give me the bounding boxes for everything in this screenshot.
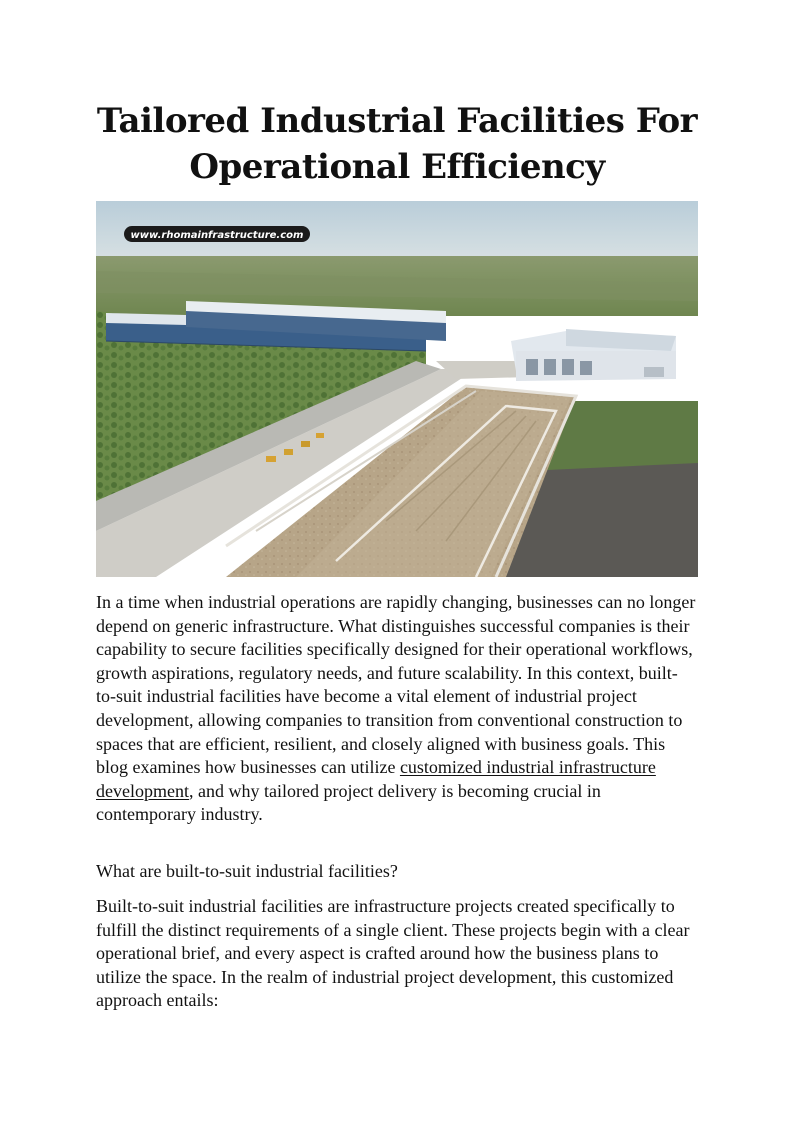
watermark-text: www.rhomainfrastructure.com (130, 230, 304, 241)
intro-text-before-link: In a time when industrial operations are rapidly changing, businesses can no longer depend on generic infrastructure. What distinguishes successful companies is their capability to secure facilities specifically designed for their operational workflows, growth aspirations, regulatory needs, and future scalability. In this context, built-to-suit industrial facilities have become a vital element of industrial project development, allowing companies to transition from conventional construction to spaces that are efficient, resilient, and closely aligned with business goals. This blog examines how businesses can utilize (96, 592, 696, 778)
hero-image (96, 201, 698, 577)
aerial-site-photo (96, 201, 698, 577)
page-title (60, 98, 734, 190)
intro-text-after-link: , and why tailored project delivery is becoming crucial in contemporary industry. (96, 780, 601, 825)
definition-paragraph: Built-to-suit industrial facilities are infrastructure projects created specifically to fulfill the distinct requirements of a single client. These projects begin with a clear operational brief, and every aspect is crafted around how the business plans to utilize the space. In the realm of industrial project development, this customized approach entails: (96, 896, 690, 1011)
watermark (124, 226, 310, 242)
infrastructure-development-link[interactable]: customized industrial infrastructure development (96, 757, 656, 801)
title-line-2: Operational Efficiency (189, 147, 605, 187)
title-line-1: Tailored Industrial Facilities For (96, 101, 698, 141)
intro-paragraph (96, 591, 696, 827)
section-question: What are built-to-suit industrial facilities? (96, 861, 398, 881)
